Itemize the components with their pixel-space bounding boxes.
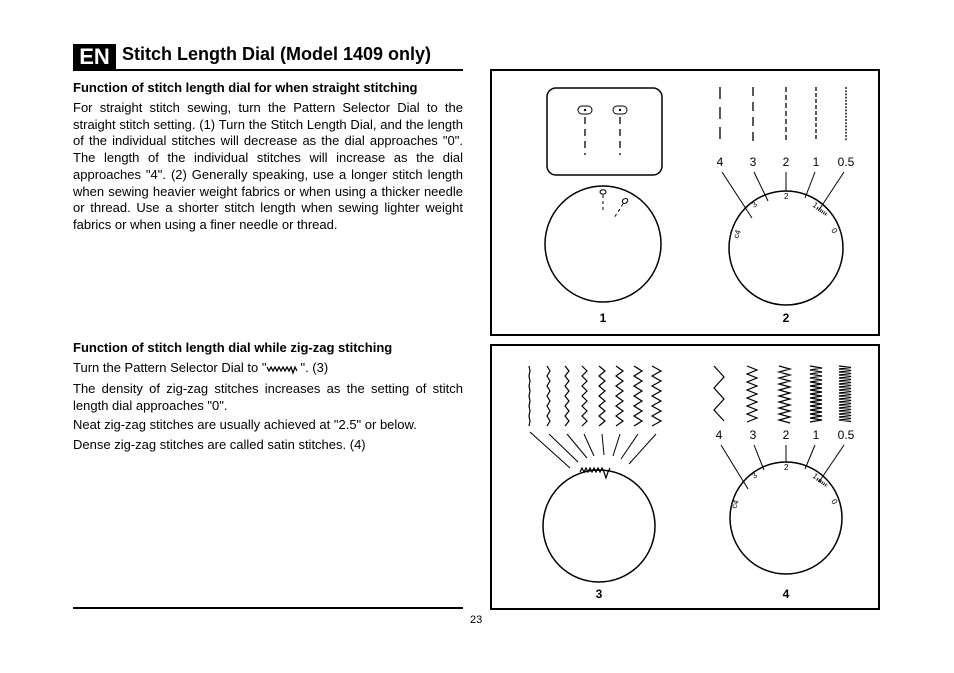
fig3-leader-1: [549, 434, 578, 462]
fig3-leader-6: [621, 434, 638, 459]
zigzag-instruction-after: ". (3): [300, 360, 329, 375]
dial-label-c4: c4: [731, 228, 743, 240]
figure-straight-svg: [492, 71, 880, 336]
zigzag-width-3: [582, 366, 587, 426]
zigzag-density-1: [810, 366, 822, 422]
fig3-leader-3: [584, 434, 594, 456]
figure-panel-zigzag: [490, 344, 880, 610]
section-heading-straight: Function of stitch length dial for when straight stitching: [73, 80, 418, 95]
fig3-leader-5: [613, 434, 620, 456]
leader-line-4: [722, 172, 752, 218]
zigzag-instruction-line: [73, 360, 328, 376]
scale-label-3-zz: 3: [749, 428, 757, 442]
zigzag-density-05: [839, 366, 851, 422]
scale-label-05: 0.5: [837, 155, 855, 169]
dial-zigzag-symbol: [580, 468, 610, 478]
dial-label-0-zz: 0: [829, 497, 840, 506]
fig3-leader-0: [530, 432, 570, 468]
figure-label-3: 3: [595, 587, 603, 601]
section-body-straight: For straight stitch sewing, turn the Pattern Selector Dial to the straight stitch setting. (1) Turn the Stitch Length Dial, and the length of the individual stitches will decrease as the dial approaches "0". The length of the individual stitches will increase as the dial approaches "4". (2) Generally speaking, use a longer stitch length when sewing heavier weight fabrics or when using a thicker needle or thread. Use a shorter stitch length when sewing lighter weight fabrics or when using a finer needle or thread.: [73, 100, 463, 232]
section-heading-zigzag: Function of stitch length dial while zig-zag stitching: [73, 340, 393, 355]
zigzag-width-samples: [529, 366, 661, 426]
fig3-leader-4: [602, 434, 604, 455]
fig4-leader-lines: [721, 445, 844, 489]
dial-satin-band: [817, 208, 827, 215]
stitch-length-dial-zigzag: [730, 462, 842, 574]
figure-panel-straight: [490, 69, 880, 336]
zigzag-density-samples: [714, 366, 851, 423]
dial-label-2-zz: 2: [784, 463, 789, 472]
scale-label-1: 1: [812, 155, 820, 169]
pattern-selector-dial-zigzag: [543, 470, 655, 582]
dial-mark-b: [621, 197, 628, 204]
scale-label-4: 4: [716, 155, 724, 169]
zigzag-width-6: [634, 366, 642, 426]
dial-mark-b-line: [614, 204, 623, 218]
dial-label-3-zz: 3: [749, 470, 759, 481]
figure-label-1: 1: [599, 311, 607, 325]
fig3-leader-lines: [530, 432, 656, 468]
dial-mark-a: [600, 190, 606, 194]
zigzag-width-7: [652, 366, 661, 426]
zigzag-width-2: [565, 366, 569, 426]
scale-label-4-zz: 4: [715, 428, 723, 442]
language-badge: EN: [73, 44, 116, 69]
figure-zigzag-svg: [492, 346, 880, 610]
zigzag-neat-text: Neat zig-zag stitches are usually achieved at "2.5" or below.: [73, 417, 417, 432]
page-title: Stitch Length Dial (Model 1409 only): [122, 44, 432, 64]
zigzag-instruction-before: Turn the Pattern Selector Dial to ": [73, 360, 267, 375]
dial-label-2: 2: [784, 192, 789, 201]
straight-symbol-dot-right: [619, 109, 621, 111]
selector-window: [547, 88, 662, 175]
zigzag-density-2: [779, 366, 790, 423]
fig4-leader-3: [754, 445, 764, 470]
dial-label-0: 0: [829, 226, 840, 235]
figure-label-4: 4: [782, 587, 790, 601]
zigzag-stitch-icon: [266, 363, 300, 375]
figure-label-2: 2: [782, 311, 790, 325]
zigzag-density-4: [714, 366, 724, 421]
scale-label-3: 3: [749, 155, 757, 169]
zigzag-satin-text: Dense zig-zag stitches are called satin stitches. (4): [73, 437, 366, 452]
scale-label-2-zz: 2: [782, 428, 790, 442]
dial-satin-band-zz: [817, 479, 827, 486]
scale-label-05-zz: 0.5: [837, 428, 855, 442]
scale-label-2: 2: [782, 155, 790, 169]
straight-symbol-dot-left: [584, 109, 586, 111]
zigzag-density-text: The density of zig-zag stitches increases as the setting of stitch length dial approaches "0".: [73, 381, 463, 413]
fig4-leader-4: [721, 445, 748, 489]
dial-label-c4-zz: c4: [729, 498, 741, 510]
dial-label-1-zz: 1: [810, 471, 820, 482]
zigzag-width-5: [616, 366, 623, 426]
fig3-leader-7: [629, 434, 656, 464]
zigzag-width-0: [529, 366, 530, 426]
stitch-length-dial: [729, 191, 843, 305]
zigzag-density-3: [747, 366, 757, 422]
dial-label-3: 3: [749, 199, 759, 210]
page-number: 23: [470, 614, 483, 626]
footer-rule: [73, 607, 463, 609]
header-rule: [73, 69, 463, 71]
zigzag-width-1: [547, 366, 550, 426]
dial-label-1: 1: [810, 200, 820, 211]
zigzag-width-4: [599, 366, 605, 426]
scale-label-1-zz: 1: [812, 428, 820, 442]
